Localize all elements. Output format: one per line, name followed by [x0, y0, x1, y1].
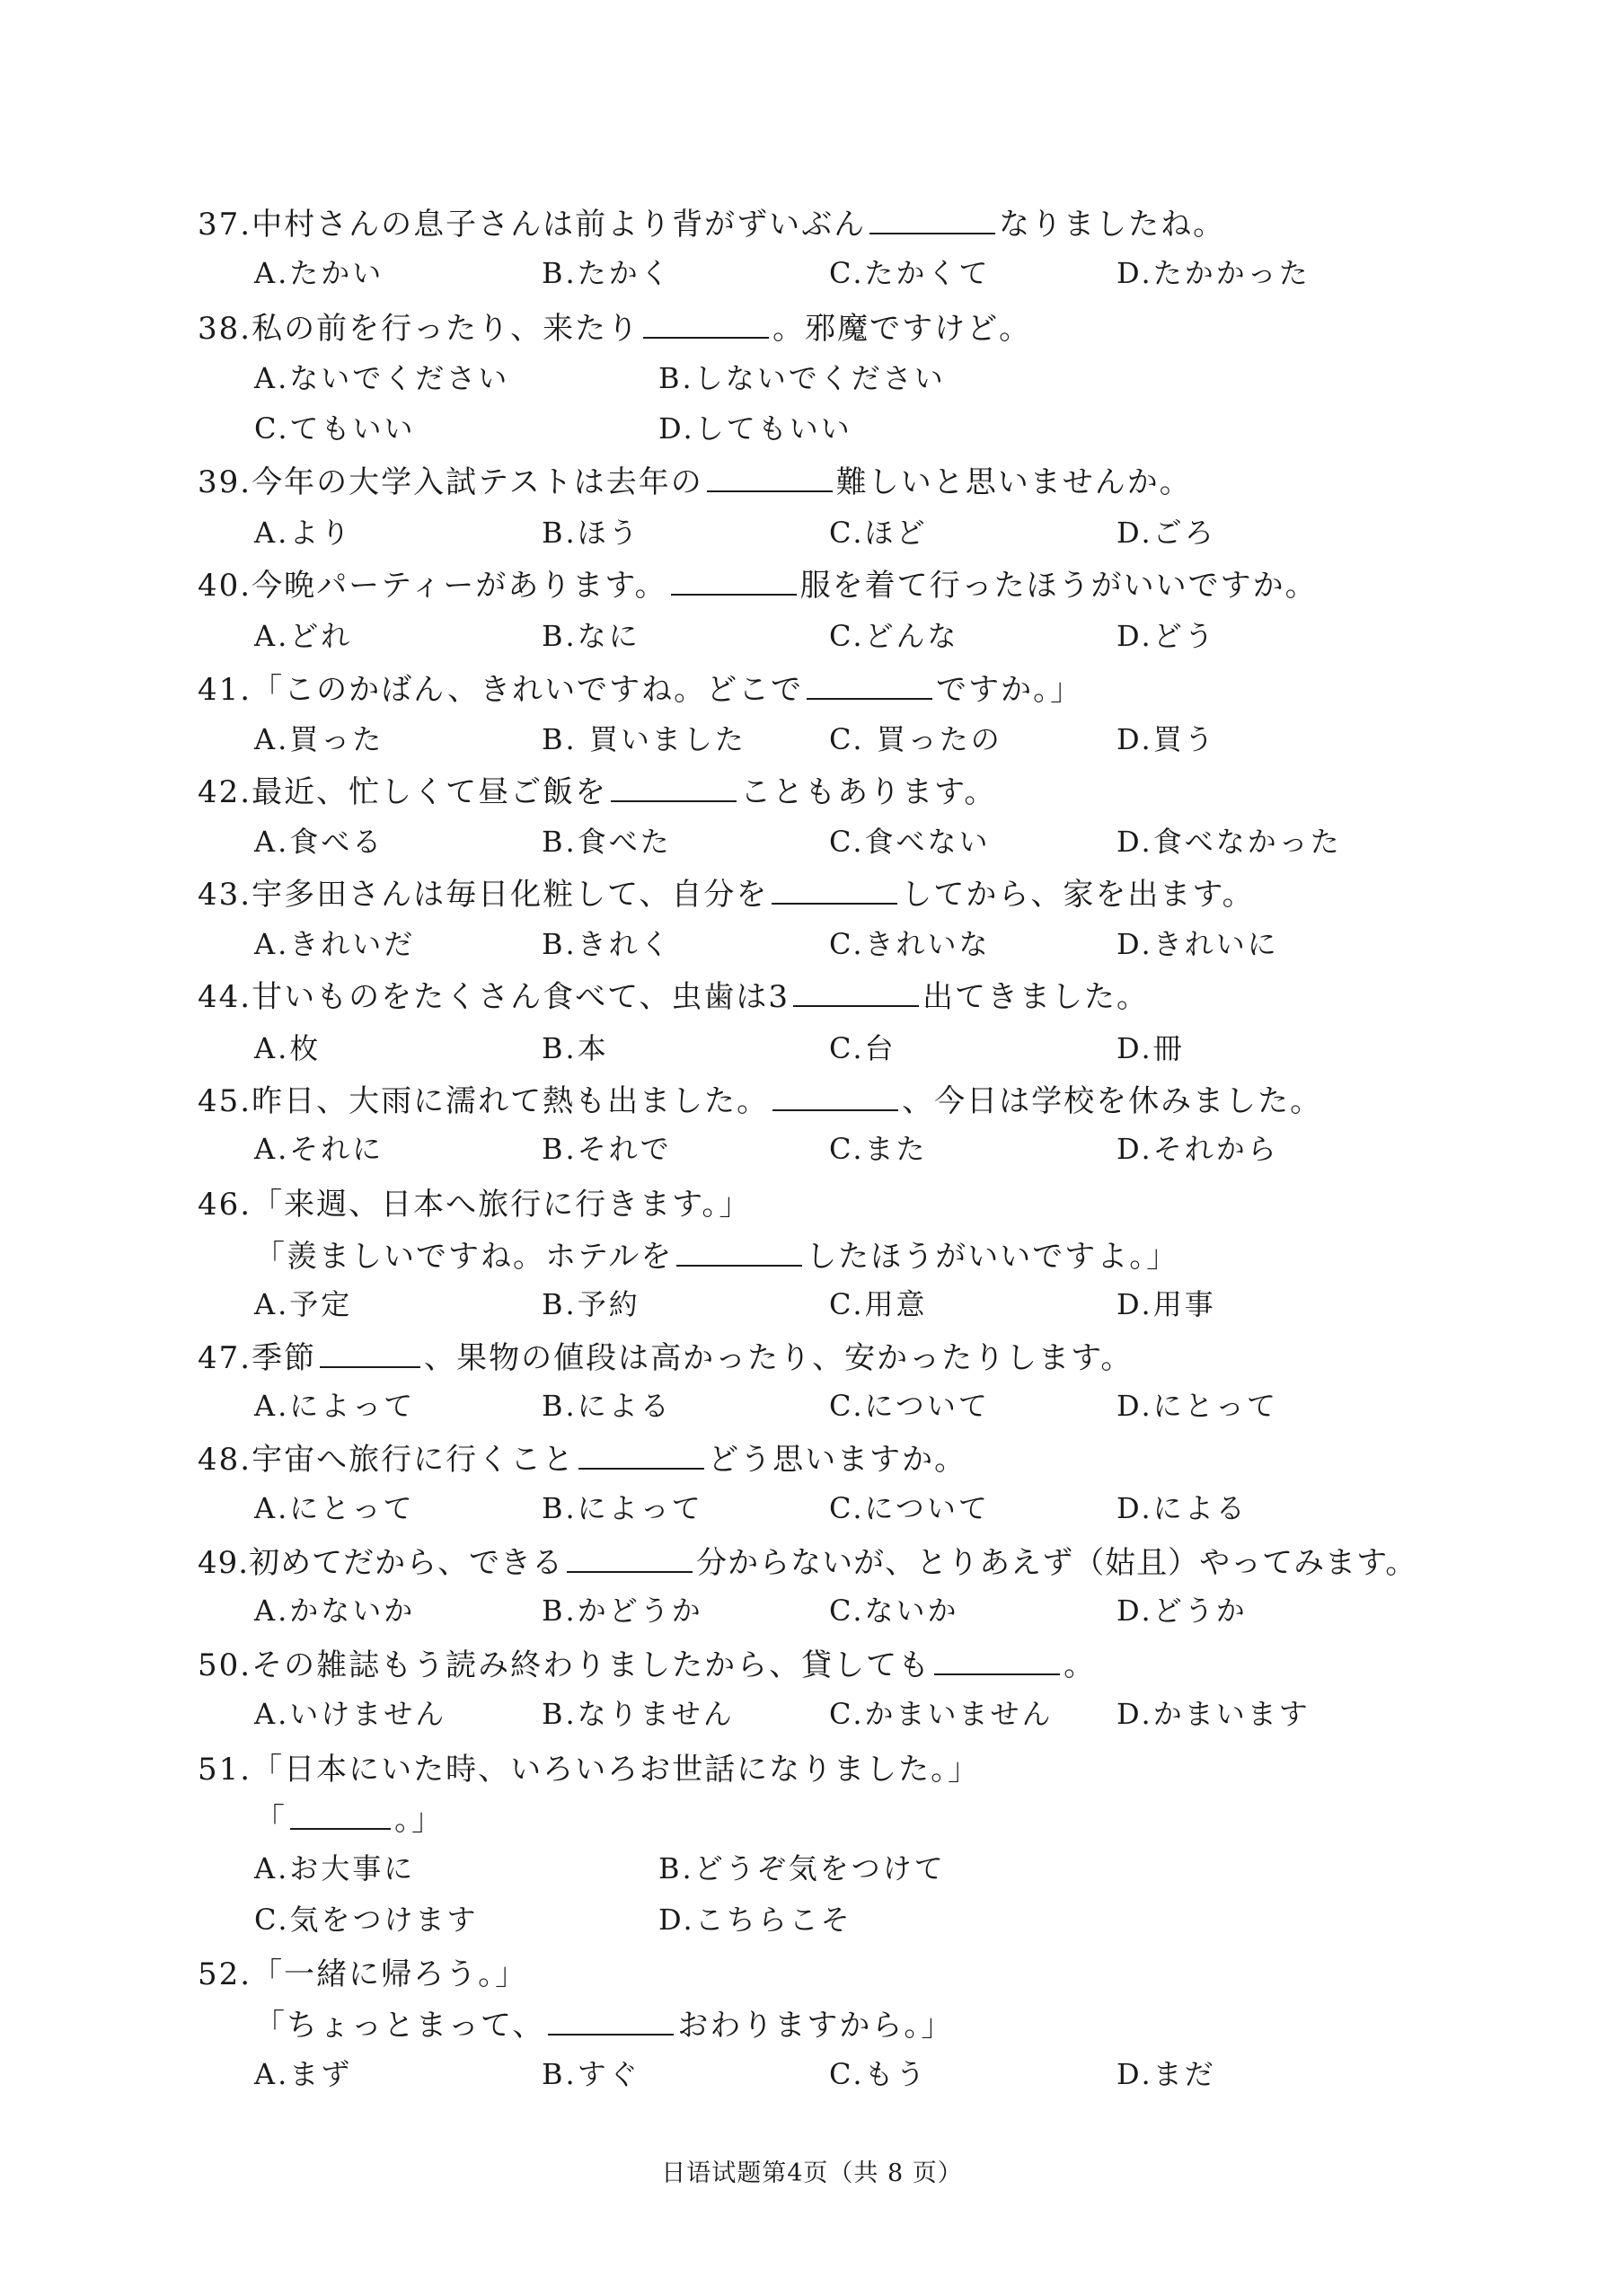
- question-52-reply: [254, 2000, 953, 2044]
- question-51-reply: [254, 1795, 444, 1839]
- question-text: 、今日は学校を休みました。: [902, 1083, 1323, 1119]
- option-c: C.きれいな: [829, 927, 991, 961]
- option-b: B.なに: [542, 619, 640, 653]
- option-c: C.用意: [829, 1287, 928, 1321]
- question-48: [198, 1435, 966, 1479]
- question-text: ですか。」: [936, 672, 1083, 708]
- option-a: A.ないでください: [254, 361, 510, 395]
- option-d: D.どうか: [1116, 1594, 1248, 1628]
- option-c: C.かまいません: [829, 1697, 1054, 1731]
- option-b: B.しないでください: [658, 361, 946, 395]
- question-text: 今年の大学入試テストは去年の: [252, 464, 703, 500]
- option-c: C.ほど: [829, 516, 928, 550]
- option-b: B.ほう: [542, 516, 640, 550]
- answer-blank: [793, 978, 919, 1007]
- question-text: 今晩パーティーがあります。: [252, 568, 667, 604]
- option-a: A.食べる: [254, 825, 384, 859]
- option-a: A.たかい: [254, 256, 384, 290]
- answer-blank: [671, 567, 797, 596]
- option-d: D.にとって: [1116, 1389, 1279, 1423]
- question-40: [198, 561, 1318, 605]
- option-d: D.きれいに: [1116, 927, 1279, 961]
- question-text: 「来週、日本へ旅行に行きます。」: [252, 1187, 752, 1223]
- options-43: [254, 922, 1512, 961]
- question-text: 昨日、大雨に濡れて熱も出ました。: [252, 1083, 770, 1119]
- question-text: 分からないが、とりあえず（姑且）やってみます。: [696, 1545, 1417, 1581]
- option-b: B. 買いました: [542, 722, 746, 756]
- question-46: [198, 1179, 751, 1223]
- question-text: 宇多田さんは毎日化粧して、自分を: [252, 877, 769, 913]
- question-text: 季節: [252, 1340, 317, 1376]
- option-b: B.によって: [542, 1491, 703, 1525]
- question-42: [198, 767, 996, 811]
- option-d: D.による: [1116, 1491, 1248, 1525]
- options-39: [254, 510, 1512, 550]
- option-c: C.について: [829, 1389, 990, 1423]
- question-text: 。」: [394, 1802, 444, 1838]
- question-number: 45.: [198, 1083, 252, 1119]
- option-d: D.たかかった: [1116, 256, 1311, 290]
- option-a: A.によって: [254, 1389, 416, 1423]
- question-number: 51.: [198, 1752, 252, 1788]
- option-b: B.きれく: [542, 927, 672, 961]
- question-51: [198, 1744, 980, 1788]
- question-47: [198, 1333, 1133, 1377]
- answer-blank: [772, 1082, 898, 1111]
- option-d: D.どう: [1116, 619, 1216, 653]
- question-45: [198, 1076, 1322, 1120]
- option-a: A.お大事に: [254, 1851, 416, 1885]
- option-b: B.どうぞ気をつけて: [658, 1851, 946, 1885]
- question-number: 39.: [198, 464, 252, 500]
- question-number: 37.: [198, 207, 252, 243]
- question-number: 50.: [198, 1647, 252, 1683]
- question-number: 48.: [198, 1442, 252, 1478]
- option-a: A.どれ: [254, 619, 353, 653]
- option-c: C.食べない: [829, 825, 991, 859]
- option-a: A.まず: [254, 2057, 353, 2091]
- option-d: D.こちらこそ: [658, 1903, 852, 1937]
- option-d: D.かまいます: [1116, 1697, 1311, 1731]
- answer-blank: [578, 1441, 704, 1470]
- question-46-reply: [254, 1232, 1178, 1276]
- option-c: C.について: [829, 1491, 990, 1525]
- option-d: D.用事: [1116, 1287, 1216, 1321]
- answer-blank: [707, 464, 833, 492]
- question-text: 私の前を行ったり、来たり: [252, 311, 640, 347]
- question-text: 難しいと思いませんか。: [835, 464, 1192, 500]
- answer-blank: [772, 876, 897, 905]
- question-number: 47.: [198, 1340, 252, 1376]
- option-c: C.どんな: [829, 619, 959, 653]
- question-44: [198, 972, 1149, 1016]
- question-43: [198, 870, 1255, 914]
- options-45: [254, 1126, 1512, 1166]
- answer-blank: [869, 206, 995, 234]
- question-number: 52.: [198, 1956, 252, 1992]
- question-number: 41.: [198, 672, 252, 708]
- option-a: A.より: [254, 516, 353, 550]
- answer-blank: [676, 1238, 802, 1267]
- question-text: 。邪魔ですけど。: [772, 311, 1032, 347]
- question-50: [198, 1640, 1096, 1684]
- answer-blank: [290, 1801, 391, 1830]
- option-b: B.食べた: [542, 825, 672, 859]
- options-51-row2: [254, 1897, 1512, 1937]
- options-47: [254, 1383, 1512, 1423]
- option-d: D.冊: [1116, 1031, 1185, 1065]
- option-b: B.たかく: [542, 256, 672, 290]
- option-b: B.すぐ: [542, 2057, 640, 2091]
- question-39: [198, 457, 1192, 501]
- option-a: A.いけません: [254, 1697, 447, 1731]
- answer-blank: [807, 671, 932, 700]
- question-text: 「このかばん、きれいですね。どこで: [252, 672, 804, 708]
- question-38: [198, 304, 1031, 348]
- page-footer: 日语试题第4页（共 8 页）: [661, 2159, 963, 2187]
- question-text: 最近、忙しくて昼ご飯を: [252, 774, 608, 810]
- answer-blank: [320, 1339, 420, 1368]
- question-text: こともあります。: [740, 774, 997, 810]
- question-number: 49.: [198, 1545, 250, 1581]
- question-number: 40.: [198, 568, 252, 604]
- question-text: 。: [1064, 1647, 1097, 1683]
- question-text: おわりますから。」: [677, 2008, 954, 2044]
- question-number: 38.: [198, 311, 252, 347]
- question-text: 宇宙へ旅行に行くこと: [252, 1442, 576, 1478]
- options-44: [254, 1026, 1512, 1065]
- question-text: 、果物の値段は高かったり、安かったりします。: [424, 1340, 1134, 1376]
- option-d: D.ごろ: [1116, 516, 1216, 550]
- answer-blank: [567, 1544, 693, 1573]
- option-a: A.かないか: [254, 1594, 416, 1628]
- option-d: D.食べなかった: [1116, 825, 1342, 859]
- question-text: 「ちょっとまって、: [254, 2008, 545, 2044]
- options-46: [254, 1282, 1512, 1321]
- option-b: B.なりません: [542, 1697, 735, 1731]
- option-c: C.台: [829, 1031, 896, 1065]
- options-48: [254, 1486, 1512, 1525]
- option-d: D.それから: [1116, 1132, 1279, 1166]
- option-a: A.枚: [254, 1031, 322, 1065]
- answer-blank: [643, 310, 769, 339]
- options-49: [254, 1588, 1512, 1628]
- option-b: B.かどうか: [542, 1594, 703, 1628]
- options-37: [254, 251, 1512, 290]
- question-41: [198, 665, 1082, 709]
- options-40: [254, 614, 1512, 653]
- question-text: 中村さんの息子さんは前より背がずいぶん: [252, 207, 867, 243]
- question-text: 「羨ましいですね。ホテルを: [254, 1239, 674, 1275]
- option-c: C.ないか: [829, 1594, 959, 1628]
- question-text: 「: [254, 1802, 287, 1838]
- option-b: B.による: [542, 1389, 672, 1423]
- option-b: B.本: [542, 1031, 609, 1065]
- question-text: 「一緒に帰ろう。」: [252, 1956, 528, 1992]
- question-text: 甘いものをたくさん食べて、虫歯は3: [252, 979, 790, 1015]
- option-c: C. 買ったの: [829, 722, 1002, 756]
- question-49: [198, 1538, 1417, 1582]
- option-d: D.買う: [1116, 722, 1216, 756]
- option-d: D.してもいい: [658, 411, 852, 446]
- question-text: 初めてだから、できる: [249, 1545, 564, 1581]
- option-a: A.にとって: [254, 1491, 415, 1525]
- question-text: どう思いますか。: [708, 1442, 967, 1478]
- option-c: C.気をつけます: [254, 1903, 479, 1937]
- options-38-row2: [254, 406, 1512, 446]
- options-41: [254, 717, 1512, 756]
- options-51-row1: [254, 1846, 1512, 1885]
- question-52: [198, 1949, 527, 1993]
- option-c: C.もう: [829, 2057, 928, 2091]
- options-38-row1: [254, 356, 1512, 395]
- answer-blank: [934, 1647, 1060, 1675]
- options-42: [254, 819, 1512, 859]
- question-text: 服を着て行ったほうがいいですか。: [799, 568, 1318, 604]
- question-text: してから、家を出ます。: [901, 877, 1255, 913]
- options-50: [254, 1691, 1512, 1731]
- option-c: C.たかくて: [829, 256, 991, 290]
- option-c: C.てもいい: [254, 411, 416, 446]
- question-text: 出てきました。: [922, 979, 1150, 1015]
- question-37: [198, 199, 1225, 243]
- answer-blank: [548, 2007, 674, 2035]
- option-b: B.予約: [542, 1287, 640, 1321]
- question-text: なりましたね。: [999, 207, 1226, 243]
- question-number: 43.: [198, 877, 252, 913]
- option-a: A.それに: [254, 1132, 384, 1166]
- question-number: 46.: [198, 1187, 252, 1223]
- question-number: 44.: [198, 979, 252, 1015]
- option-a: A.きれいだ: [254, 927, 416, 961]
- question-number: 42.: [198, 774, 252, 810]
- question-text: その雑誌もう読み終わりましたから、貸しても: [252, 1647, 931, 1683]
- option-b: B.それで: [542, 1132, 672, 1166]
- question-text: したほうがいいですよ。」: [806, 1239, 1179, 1275]
- option-c: C.また: [829, 1132, 928, 1166]
- option-a: A.予定: [254, 1287, 353, 1321]
- option-a: A.買った: [254, 722, 384, 756]
- answer-blank: [611, 773, 737, 802]
- options-52: [254, 2052, 1512, 2091]
- question-text: 「日本にいた時、いろいろお世話になりました。」: [252, 1752, 981, 1788]
- option-d: D.まだ: [1116, 2057, 1216, 2091]
